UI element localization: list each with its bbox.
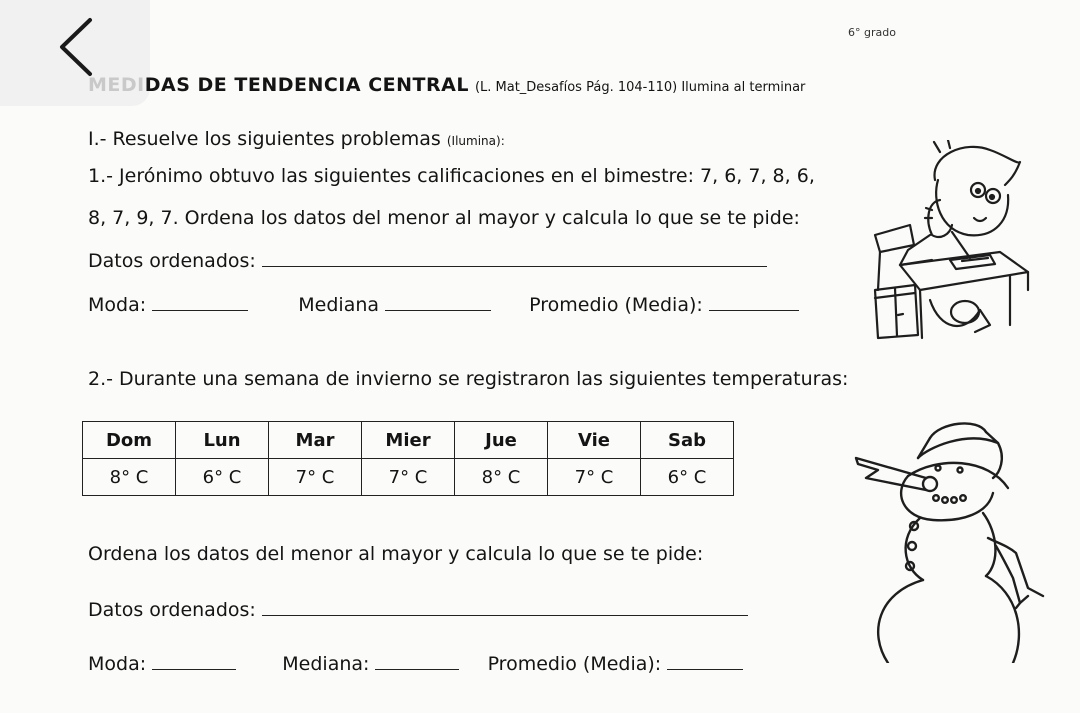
table-header-cell: Mar <box>269 422 362 459</box>
title-reference: (L. Mat_Desafíos Pág. 104-110) Ilumina al terminar <box>474 80 806 95</box>
problem2-mediana-label: Mediana: <box>282 653 370 675</box>
title-main: DAS DE TENDENCIA CENTRAL <box>144 74 469 96</box>
student-illustration <box>870 140 1030 345</box>
table-header-cell: Vie <box>548 422 641 459</box>
problem1-sorted-blank[interactable] <box>262 250 767 267</box>
problem2-moda-blank[interactable] <box>152 653 236 670</box>
problem2-sorted-row <box>88 599 748 621</box>
table-header-cell: Lun <box>176 422 269 459</box>
table-row <box>83 459 734 496</box>
problem2-mediana-blank[interactable] <box>375 653 459 670</box>
problem2-intro: 2.- Durante una semana de invierno se registraron las siguientes temperaturas: <box>88 368 849 390</box>
problem1-promedio-label: Promedio (Media): <box>529 294 703 316</box>
section-heading-note: (Ilumina): <box>446 134 505 148</box>
problem2-instruction: Ordena los datos del menor al mayor y calcula lo que se te pide: <box>88 543 704 565</box>
problem1-mediana-label: Mediana <box>298 294 380 316</box>
table-cell: 8° C <box>83 459 176 496</box>
chevron-left-icon <box>56 16 96 78</box>
problem2-stats-row <box>88 653 743 675</box>
table-header-cell: Dom <box>83 422 176 459</box>
table-cell: 8° C <box>455 459 548 496</box>
title-faded: MEDI <box>88 74 145 96</box>
table-cell: 7° C <box>269 459 362 496</box>
problem2-sorted-label: Datos ordenados: <box>88 599 256 621</box>
problem2-promedio-label: Promedio (Media): <box>487 653 662 675</box>
page-title <box>88 74 805 96</box>
table-cell: 6° C <box>641 459 734 496</box>
table-cell: 7° C <box>362 459 455 496</box>
problem1-moda-blank[interactable] <box>152 294 248 311</box>
table-header-row <box>83 422 734 459</box>
table-header-cell: Jue <box>455 422 548 459</box>
problem2-promedio-blank[interactable] <box>667 653 743 670</box>
section-heading <box>88 128 505 150</box>
table-cell: 7° C <box>548 459 641 496</box>
problem1-promedio-blank[interactable] <box>709 294 799 311</box>
problem1-stats-row <box>88 294 799 316</box>
problem1-sorted-row <box>88 250 767 272</box>
table-header-cell: Mier <box>362 422 455 459</box>
temperature-table <box>82 421 734 496</box>
table-header-cell: Sab <box>641 422 734 459</box>
problem1-mediana-blank[interactable] <box>385 294 491 311</box>
section-heading-text: I.- Resuelve los siguientes problemas <box>88 128 441 150</box>
problem1-sorted-label: Datos ordenados: <box>88 250 256 272</box>
table-cell: 6° C <box>176 459 269 496</box>
problem2-moda-label: Moda: <box>88 653 147 675</box>
problem1-line2: 8, 7, 9, 7. Ordena los datos del menor al mayor y calcula lo que se te pide: <box>88 207 800 229</box>
snowman-illustration <box>848 418 1048 663</box>
grade-label: 6° grado <box>848 26 896 39</box>
problem2-sorted-blank[interactable] <box>262 599 748 616</box>
problem1-line1: 1.- Jerónimo obtuvo las siguientes calificaciones en el bimestre: 7, 6, 7, 8, 6, <box>88 165 815 187</box>
problem1-moda-label: Moda: <box>88 294 147 316</box>
